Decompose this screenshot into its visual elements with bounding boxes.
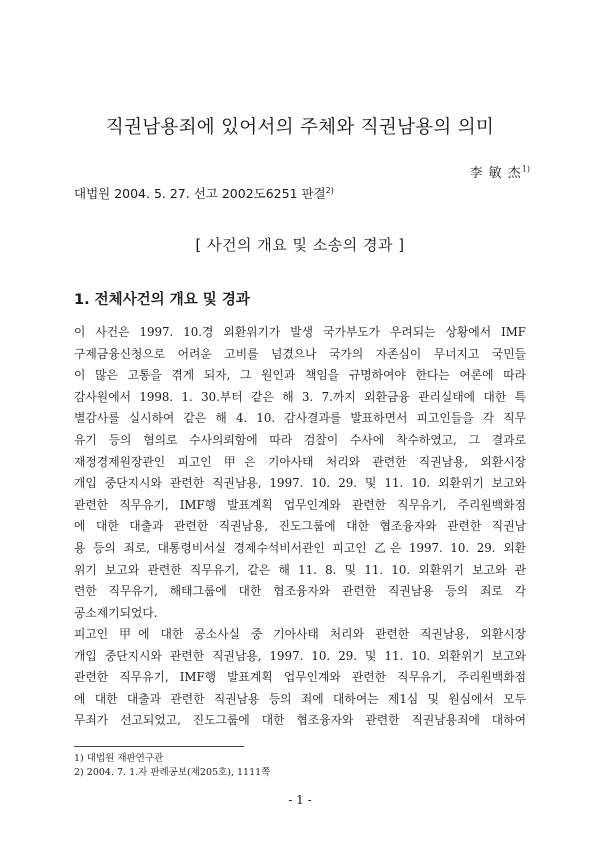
author-footnote-marker: 1) (521, 164, 530, 174)
subsection-title: 1. 전체사건의 개요 및 경과 (74, 292, 250, 308)
paragraph-line: 이 많은 고통을 겪게 되자, 그 원인과 책임을 규명하여야 한다는 여론에 따라 (74, 368, 526, 383)
author-line (470, 162, 530, 181)
paragraph-1 (74, 322, 526, 624)
document-title: 직권남용죄에 있어서의 주체와 직권남용의 의미 (105, 117, 495, 138)
paragraph-line: 별감사를 실시하여 같은 해 4. 10. 감사결과를 발표하면서 피고인들을 각 직무 (74, 411, 526, 426)
paragraph-line: 에 대한 대출과 관련한 직권남용, 진도그룹에 대한 협조융자와 관련한 직권남 (74, 519, 526, 534)
paragraph-line: 련한 직무유기, 해태그룹에 대한 협조융자와 관련한 직권남용 등의 죄로 각 (74, 584, 526, 599)
footnote-2: 2) 2004. 7. 1.자 판례공보(제205호), 1111쪽 (74, 767, 271, 778)
paragraph-line: 개입 중단지시와 관련한 직권남용, 1997. 10. 29. 및 11. 10. 외환위기 보고와 (74, 648, 526, 663)
paragraph-line: 위기 보고와 관련한 직무유기, 같은 해 11. 8. 및 11. 10. 외환위기 보고와 관 (74, 562, 526, 577)
section-title: [ 사건의 개요 및 소송의 경과 ] (195, 236, 405, 254)
page-number: - 1 - (288, 793, 312, 807)
paragraph-line: 유기 등의 혐의로 수사의뢰함에 따라 검찰이 수사에 착수하였고, 그 결과로 (74, 432, 526, 447)
paragraph-line: 관련한 직무유기, IMF행 발표계획 업무인계와 관련한 직무유기, 주리원백화점 (74, 670, 526, 685)
paragraph-2 (74, 624, 526, 732)
paragraph-line: 이 사건은 1997. 10.경 외환위기가 발생 국가부도가 우려되는 상황에서 IMF (74, 325, 526, 339)
paragraph-line: 감사원에서 1998. 1. 30.부터 같은 해 3. 7.까지 외환금융 관리실태에 대한 특 (74, 389, 526, 404)
paragraph-line: 재정경제원장관인 피고인 甲은 기아사태 처리와 관련한 직권남용, 외환시장 (74, 454, 526, 469)
paragraph-line: 구제금융신청으로 어려운 고비를 넘겼으나 국가의 자존심이 무너지고 국민들 (74, 346, 526, 361)
paragraph-line: 피고인 甲에 대한 공소사실 중 기아사태 처리와 관련한 직권남용, 외환시장 (74, 627, 526, 641)
paragraph-line: 용 등의 죄로, 대통령비서실 경제수석비서관인 피고인 乙은 1997. 10. 29. 외환 (74, 540, 526, 555)
author-name: 李 敏 杰 (469, 166, 522, 181)
paragraph-line: 에 대한 대출과 관련한 직권남용 등의 죄에 대하여는 제1심 및 원심에서 모두 (74, 691, 526, 706)
paragraph-line: 개입 중단지시와 관련한 직권남용, 1997. 10. 29. 및 11. 10. 외환위기 보고와 (74, 476, 526, 491)
case-footnote-marker: 2) (325, 185, 334, 195)
paragraph-line: 관련한 직무유기, IMF행 발표계획 업무인계와 관련한 직무유기, 주리원백화점 (74, 497, 526, 512)
footnotes (74, 752, 270, 780)
footnote-1: 1) 대법원 재판연구관 (74, 753, 164, 764)
paragraph-line: 공소제기되었다. (74, 605, 158, 620)
footnote-divider (74, 746, 244, 747)
paragraph-line: 무죄가 선고되었고, 진도그룹에 대한 협조융자와 관련한 직권남용죄에 대하여 (74, 713, 526, 728)
case-citation-line (74, 184, 334, 202)
case-citation: 대법원 2004. 5. 27. 선고 2002도6251 판결 (74, 186, 326, 201)
